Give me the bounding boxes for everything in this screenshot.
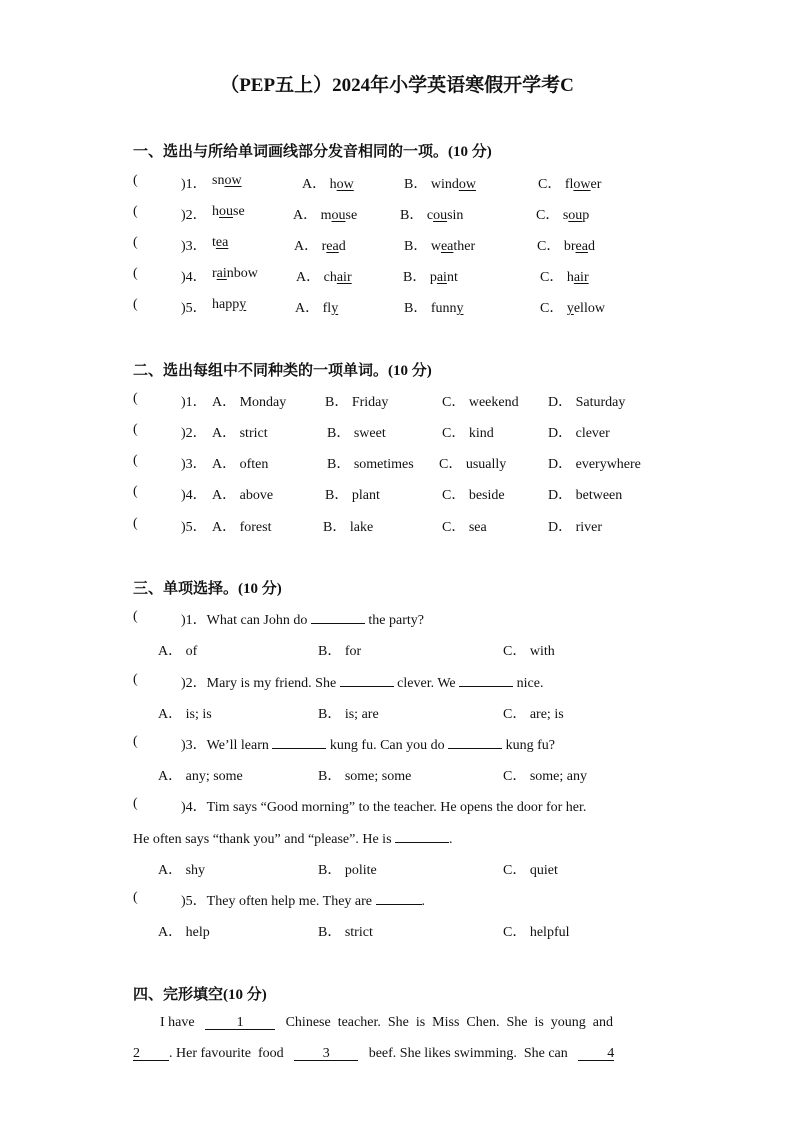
answer-paren: ( <box>133 204 138 219</box>
answer-blank[interactable] <box>395 828 449 843</box>
cloze-blank-3[interactable]: 3 <box>294 1046 358 1061</box>
option-a[interactable]: A． shy <box>158 863 206 878</box>
section3-heading: 三、单项选择。(10 分) <box>133 581 282 597</box>
answer-paren: ( <box>133 422 138 437</box>
question-number: )4． <box>181 488 207 503</box>
answer-paren: ( <box>133 173 138 188</box>
given-word: tea <box>212 235 229 250</box>
option-b[interactable]: B． plant <box>325 488 380 503</box>
option-c[interactable]: C． hair <box>540 270 589 285</box>
option-c[interactable]: C． yellow <box>540 301 605 316</box>
answer-paren: ( <box>133 297 138 312</box>
question-text: )4．Tim says “Good morning” to the teacher. He opens the door for her. <box>181 800 587 815</box>
question-number: )1． <box>181 395 207 410</box>
question-text: )1．What can John do the party? <box>181 609 424 629</box>
option-c[interactable]: C． helpful <box>503 925 570 940</box>
given-word: snow <box>212 173 242 188</box>
question-number: )4． <box>181 270 207 285</box>
question-text-cont: He often says “thank you” and “please”. He is . <box>133 828 453 848</box>
answer-paren: ( <box>133 453 138 468</box>
option-c[interactable]: C． bread <box>537 239 595 254</box>
answer-blank[interactable] <box>459 672 513 687</box>
given-word: house <box>212 204 245 219</box>
option-b[interactable]: B． window <box>404 177 476 192</box>
option-a[interactable]: A． fly <box>295 301 339 316</box>
cloze-blank-2[interactable]: 2 <box>133 1046 169 1061</box>
given-word: happy <box>212 297 247 312</box>
option-b[interactable]: B． paint <box>403 270 458 285</box>
option-c[interactable]: C． some; any <box>503 769 587 784</box>
question-text: )3．We’ll learn kung fu. Can you do kung fu? <box>181 734 555 754</box>
option-c[interactable]: C． soup <box>536 208 590 223</box>
option-a[interactable]: A． mouse <box>293 208 358 223</box>
question-number: )2． <box>181 208 207 223</box>
answer-paren: ( <box>133 734 138 749</box>
option-c[interactable]: C． are; is <box>503 707 564 722</box>
option-c[interactable]: C． sea <box>442 520 487 535</box>
answer-paren: ( <box>133 796 138 811</box>
option-b[interactable]: B． sometimes <box>327 457 414 472</box>
question-number: )5． <box>181 301 207 316</box>
option-c[interactable]: C． flower <box>538 177 602 192</box>
answer-paren: ( <box>133 484 138 499</box>
option-a[interactable]: A． of <box>158 644 198 659</box>
question-number: )3． <box>181 239 207 254</box>
answer-paren: ( <box>133 609 138 624</box>
page-title: （PEP五上）2024年小学英语寒假开学考C <box>220 75 574 96</box>
given-word: rainbow <box>212 266 258 281</box>
option-c[interactable]: C． quiet <box>503 863 558 878</box>
answer-paren: ( <box>133 516 138 531</box>
option-b[interactable]: B． strict <box>318 925 373 940</box>
option-c[interactable]: C． with <box>503 644 555 659</box>
answer-blank[interactable] <box>272 734 326 749</box>
option-a[interactable]: A． read <box>294 239 346 254</box>
option-a[interactable]: A． Monday <box>212 395 287 410</box>
option-d[interactable]: D． clever <box>548 426 610 441</box>
option-b[interactable]: B． lake <box>323 520 374 535</box>
option-a[interactable]: A． strict <box>212 426 268 441</box>
option-b[interactable]: B． sweet <box>327 426 386 441</box>
cloze-line-2: 2 . Her favourite food 3 beef. She likes swimming. She can 4 <box>133 1046 615 1061</box>
option-b[interactable]: B． cousin <box>400 208 464 223</box>
option-a[interactable]: A． chair <box>296 270 352 285</box>
answer-blank[interactable] <box>340 672 394 687</box>
option-d[interactable]: D． Saturday <box>548 395 626 410</box>
option-a[interactable]: A． often <box>212 457 269 472</box>
option-d[interactable]: D． everywhere <box>548 457 641 472</box>
option-a[interactable]: A． help <box>158 925 210 940</box>
option-d[interactable]: D． river <box>548 520 603 535</box>
cloze-blank-1[interactable]: 1 <box>205 1015 275 1030</box>
option-b[interactable]: B． some; some <box>318 769 412 784</box>
answer-blank[interactable] <box>311 609 365 624</box>
question-text: )2．Mary is my friend. She clever. We nice. <box>181 672 543 692</box>
answer-blank[interactable] <box>448 734 502 749</box>
answer-paren: ( <box>133 890 138 905</box>
option-b[interactable]: B． is; are <box>318 707 379 722</box>
option-b[interactable]: B． polite <box>318 863 377 878</box>
option-a[interactable]: A． forest <box>212 520 272 535</box>
answer-paren: ( <box>133 672 138 687</box>
option-b[interactable]: B． for <box>318 644 362 659</box>
answer-paren: ( <box>133 235 138 250</box>
section1-heading: 一、选出与所给单词画线部分发音相同的一项。(10 分) <box>133 144 492 160</box>
option-c[interactable]: C． beside <box>442 488 505 503</box>
option-b[interactable]: B． weather <box>404 239 476 254</box>
question-number: )3． <box>181 457 207 472</box>
answer-blank[interactable] <box>376 890 422 905</box>
answer-paren: ( <box>133 391 138 406</box>
option-b[interactable]: B． Friday <box>325 395 389 410</box>
question-number: )1． <box>181 177 207 192</box>
option-a[interactable]: A． any; some <box>158 769 243 784</box>
option-d[interactable]: D． between <box>548 488 623 503</box>
option-a[interactable]: A． how <box>302 177 354 192</box>
option-a[interactable]: A． is; is <box>158 707 212 722</box>
option-a[interactable]: A． above <box>212 488 274 503</box>
question-text: )5．They often help me. They are . <box>181 890 425 910</box>
option-c[interactable]: C． weekend <box>442 395 519 410</box>
option-c[interactable]: C． usually <box>439 457 507 472</box>
cloze-blank-4[interactable]: 4 <box>578 1046 614 1061</box>
option-c[interactable]: C． kind <box>442 426 494 441</box>
answer-paren: ( <box>133 266 138 281</box>
section4-heading: 四、完形填空(10 分) <box>133 987 267 1003</box>
question-number: )5． <box>181 520 207 535</box>
question-number: )2． <box>181 426 207 441</box>
section2-heading: 二、选出每组中不同种类的一项单词。(10 分) <box>133 363 432 379</box>
option-b[interactable]: B． funny <box>404 301 464 316</box>
cloze-line-1: I have 1 Chinese teacher. She is Miss Chen. She is young and <box>160 1015 614 1030</box>
